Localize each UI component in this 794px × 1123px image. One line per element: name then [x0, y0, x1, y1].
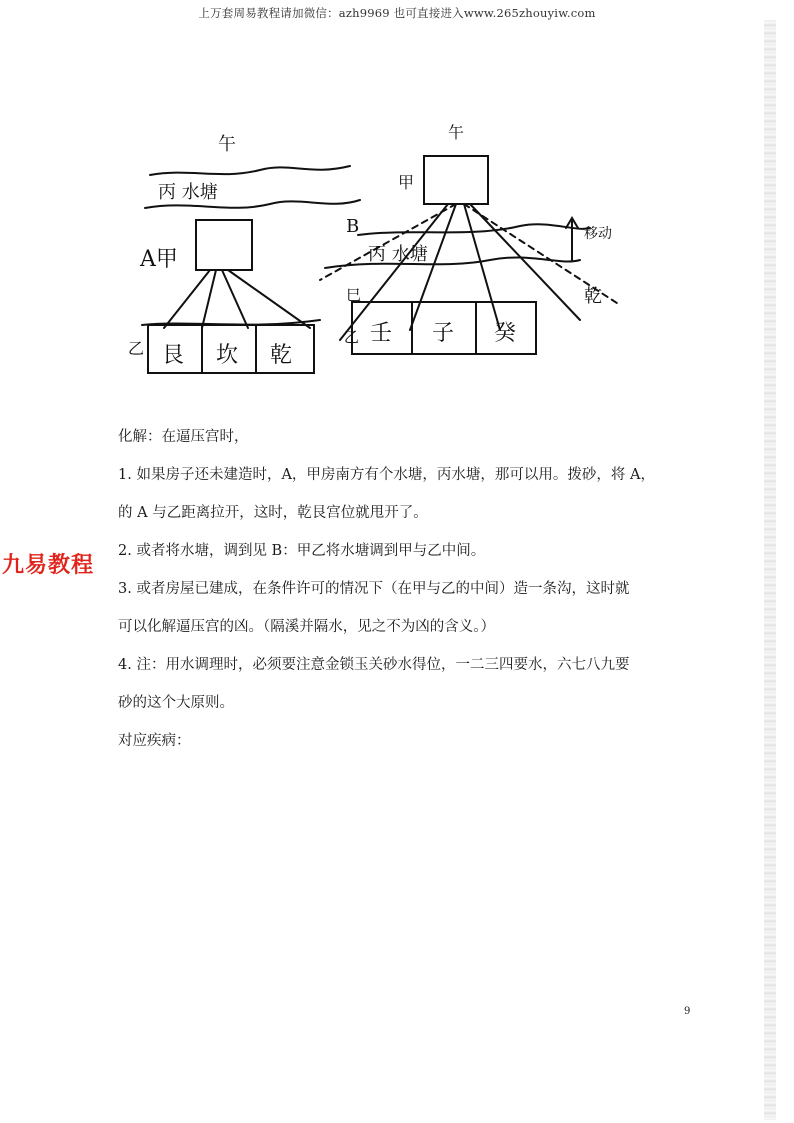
right-house-label: 甲	[398, 173, 415, 192]
diagram-svg	[110, 120, 650, 390]
left-water-label: 丙 水塘	[158, 182, 218, 203]
para-line: 化解：在逼压宫时，	[118, 429, 249, 445]
right-top-char: 午	[448, 123, 465, 142]
para-line: 的 A 与乙距离拉开，这时，乾艮宫位就甩开了。	[118, 505, 428, 521]
para-line: 4. 注：用水调理时，必须要注意金锁玉关砂水得位，一二三四要水，六七八九要	[118, 657, 630, 673]
left-box-1: 艮	[162, 343, 185, 368]
para-line: 对应疾病：	[118, 733, 191, 749]
para-line: 砂的这个大原则。	[118, 695, 234, 711]
right-side-char-3: 乾	[584, 286, 602, 307]
right-side-char-1: 巳	[346, 286, 362, 304]
scan-edge-shadow	[764, 20, 776, 1120]
right-move-arrow	[566, 218, 578, 260]
left-side-label: 乙	[128, 339, 145, 358]
right-water-line-1	[358, 224, 590, 235]
right-left-mark: B	[346, 216, 360, 237]
para-line: 3. 或者房屋已建成，在条件许可的情况下（在甲与乙的中间）造一条沟，这时就	[118, 581, 630, 597]
header-banner: 上万套周易教程请加微信：azh9969 也可直接进入www.265zhouyiw.com	[198, 6, 596, 20]
left-top-char: 午	[218, 134, 236, 155]
right-box-1: 壬	[370, 321, 393, 346]
para-line: 1. 如果房子还未建造时，A，甲房南方有个水塘，丙水塘，那可以用。拨砂，将 A，	[118, 467, 655, 483]
para-line: 可以化解逼压宫的凶。（隔溪并隔水，见之不为凶的含义。）	[118, 619, 495, 635]
para-line: 2. 或者将水塘，调到见 B：甲乙将水塘调到甲与乙中间。	[118, 543, 486, 559]
body-text	[118, 418, 698, 760]
left-house-label: A甲	[140, 247, 178, 272]
right-box-2: 子	[432, 321, 455, 346]
right-dashed-lines	[320, 204, 620, 305]
right-water-line-2	[325, 257, 580, 268]
page-number: 9	[684, 1006, 691, 1017]
right-box-3: 癸	[494, 321, 517, 346]
right-water-label: 丙 水塘	[368, 244, 428, 265]
left-box-2: 坎	[216, 343, 239, 368]
right-house-box	[424, 156, 488, 204]
right-move-label: 移动	[584, 226, 612, 242]
watermark-logo: 九易教程	[2, 553, 95, 578]
left-house-box	[196, 220, 252, 270]
hand-drawn-diagram	[110, 120, 650, 390]
right-side-char-2: 乙	[344, 328, 360, 346]
left-box-3: 乾	[270, 343, 293, 368]
left-sight-lines	[164, 270, 310, 328]
left-water-line-1	[150, 166, 350, 175]
